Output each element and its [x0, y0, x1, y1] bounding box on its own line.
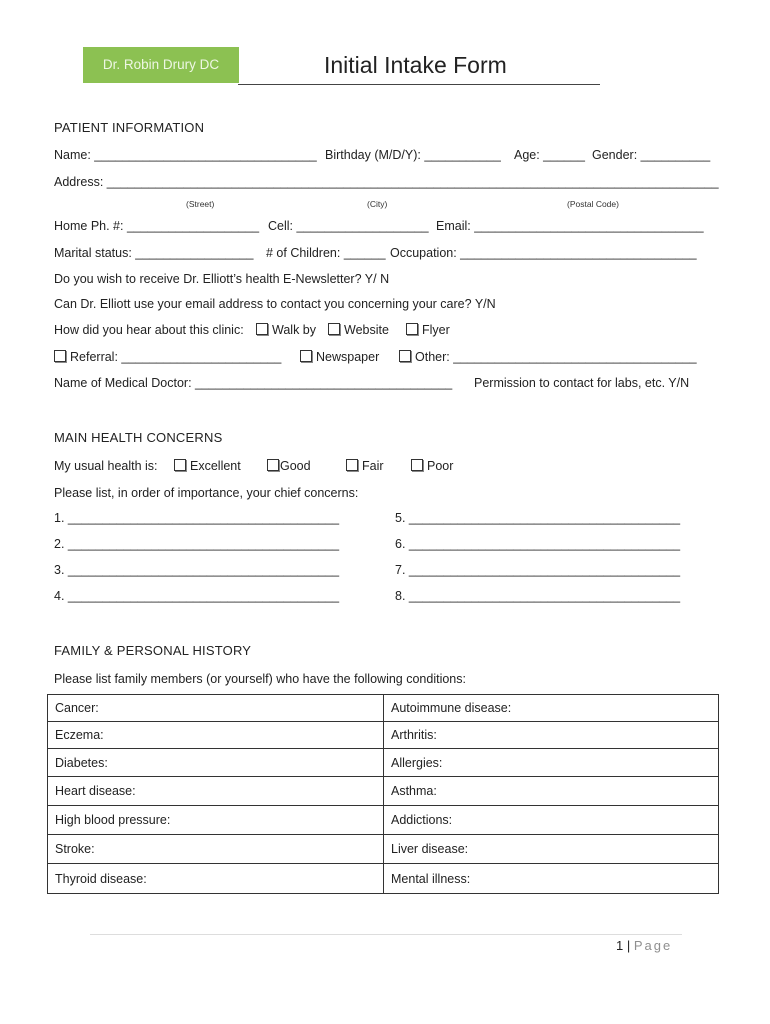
table-row — [48, 864, 719, 894]
asthma-cell[interactable]: Asthma: — [384, 777, 719, 806]
health-good-option[interactable] — [267, 458, 311, 474]
page-label: Page — [633, 938, 673, 953]
gender-field[interactable]: Gender: __________ — [592, 148, 711, 162]
birthday-field[interactable]: Birthday (M/D/Y): ___________ — [325, 148, 501, 162]
walk-by-option[interactable] — [256, 322, 316, 338]
website-checkbox[interactable] — [328, 323, 340, 335]
liver-disease-cell[interactable]: Liver disease: — [384, 835, 719, 864]
address-street-label: (Street) — [186, 199, 215, 209]
cancer-cell[interactable]: Cancer: — [48, 695, 384, 722]
marital-status-field[interactable]: Marital status: _________________ — [54, 246, 254, 260]
occupation-field[interactable]: Occupation: __________________________________ — [390, 246, 697, 260]
walk-by-checkbox[interactable] — [256, 323, 268, 335]
home-phone-field[interactable]: Home Ph. #: ___________________ — [54, 219, 260, 233]
excellent-checkbox[interactable] — [174, 459, 186, 471]
health-concerns-heading: MAIN HEALTH CONCERNS — [54, 430, 223, 445]
concern-6-field[interactable]: 6. _______________________________________ — [395, 537, 681, 551]
patient-info-heading: PATIENT INFORMATION — [54, 120, 205, 135]
referral-option[interactable] — [54, 349, 281, 365]
flyer-checkbox[interactable] — [406, 323, 418, 335]
table-row — [48, 835, 719, 864]
usual-health-label: My usual health is: — [54, 459, 158, 473]
health-poor-option[interactable] — [411, 458, 453, 474]
email-field[interactable]: Email: _________________________________ — [436, 219, 704, 233]
concern-4-field[interactable]: 4. _______________________________________ — [54, 589, 340, 603]
address-field[interactable]: Address: ________________________________________________________________________________________ — [54, 175, 719, 189]
good-checkbox[interactable] — [267, 459, 279, 471]
referral-source-label: How did you hear about this clinic: — [54, 323, 244, 337]
other-option[interactable] — [399, 349, 697, 365]
concern-1-field[interactable]: 1. _______________________________________ — [54, 511, 340, 525]
newsletter-question[interactable]: Do you wish to receive Dr. Elliott’s health E-Newsletter? Y/ N — [54, 272, 390, 286]
family-history-table — [47, 694, 719, 894]
autoimmune-cell[interactable]: Autoimmune disease: — [384, 695, 719, 722]
website-label: Website — [344, 323, 389, 337]
table-row — [48, 722, 719, 749]
referral-label: Referral: _______________________ — [70, 350, 282, 364]
table-row — [48, 695, 719, 722]
page-separator: | — [623, 938, 634, 953]
age-field[interactable]: Age: ______ — [514, 148, 585, 162]
clinic-name-badge: Dr. Robin Drury DC — [83, 47, 239, 83]
name-field[interactable]: Name: ________________________________ — [54, 148, 317, 162]
children-field[interactable]: # of Children: ______ — [266, 246, 386, 260]
flyer-label: Flyer — [422, 323, 450, 337]
high-blood-pressure-cell[interactable]: High blood pressure: — [48, 806, 384, 835]
diabetes-cell[interactable]: Diabetes: — [48, 749, 384, 777]
newspaper-checkbox[interactable] — [300, 350, 312, 362]
poor-label: Poor — [427, 459, 454, 473]
newspaper-label: Newspaper — [316, 350, 380, 364]
email-contact-question[interactable]: Can Dr. Elliott use your email address to contact you concerning your care? Y/N — [54, 297, 496, 311]
table-row — [48, 777, 719, 806]
title-underline — [238, 84, 600, 85]
address-city-label: (City) — [367, 199, 388, 209]
addictions-cell[interactable]: Addictions: — [384, 806, 719, 835]
stroke-cell[interactable]: Stroke: — [48, 835, 384, 864]
excellent-label: Excellent — [190, 459, 241, 473]
allergies-cell[interactable]: Allergies: — [384, 749, 719, 777]
referral-checkbox[interactable] — [54, 350, 66, 362]
footer-divider — [90, 934, 682, 935]
cell-field[interactable]: Cell: ___________________ — [268, 219, 429, 233]
form-title: Initial Intake Form — [324, 52, 507, 78]
thyroid-disease-cell[interactable]: Thyroid disease: — [48, 864, 384, 894]
concerns-prompt: Please list, in order of importance, your chief concerns: — [54, 486, 359, 500]
good-label: Good — [280, 459, 311, 473]
eczema-cell[interactable]: Eczema: — [48, 722, 384, 749]
health-excellent-option[interactable] — [174, 458, 241, 474]
website-option[interactable] — [328, 322, 389, 338]
fair-checkbox[interactable] — [346, 459, 358, 471]
walk-by-label: Walk by — [272, 323, 316, 337]
heart-disease-cell[interactable]: Heart disease: — [48, 777, 384, 806]
arthritis-cell[interactable]: Arthritis: — [384, 722, 719, 749]
flyer-option[interactable] — [406, 322, 450, 338]
concern-3-field[interactable]: 3. _______________________________________ — [54, 563, 340, 577]
poor-checkbox[interactable] — [411, 459, 423, 471]
concern-5-field[interactable]: 5. _______________________________________ — [395, 511, 681, 525]
table-row — [48, 749, 719, 777]
family-history-heading: FAMILY & PERSONAL HISTORY — [54, 643, 252, 658]
medical-doctor-field[interactable]: Name of Medical Doctor: _____________________________________ — [54, 376, 453, 390]
other-checkbox[interactable] — [399, 350, 411, 362]
concern-8-field[interactable]: 8. _______________________________________ — [395, 589, 681, 603]
table-row — [48, 806, 719, 835]
health-fair-option[interactable] — [346, 458, 384, 474]
page-footer — [616, 938, 672, 953]
family-history-prompt: Please list family members (or yourself) who have the following conditions: — [54, 672, 466, 686]
address-postal-label: (Postal Code) — [567, 199, 619, 209]
fair-label: Fair — [362, 459, 384, 473]
newspaper-option[interactable] — [300, 349, 379, 365]
concern-7-field[interactable]: 7. _______________________________________ — [395, 563, 681, 577]
page-number: 1 — [616, 938, 624, 953]
mental-illness-cell[interactable]: Mental illness: — [384, 864, 719, 894]
other-label: Other: ___________________________________ — [415, 350, 697, 364]
lab-permission-question[interactable]: Permission to contact for labs, etc. Y/N — [474, 376, 690, 390]
concern-2-field[interactable]: 2. _______________________________________ — [54, 537, 340, 551]
